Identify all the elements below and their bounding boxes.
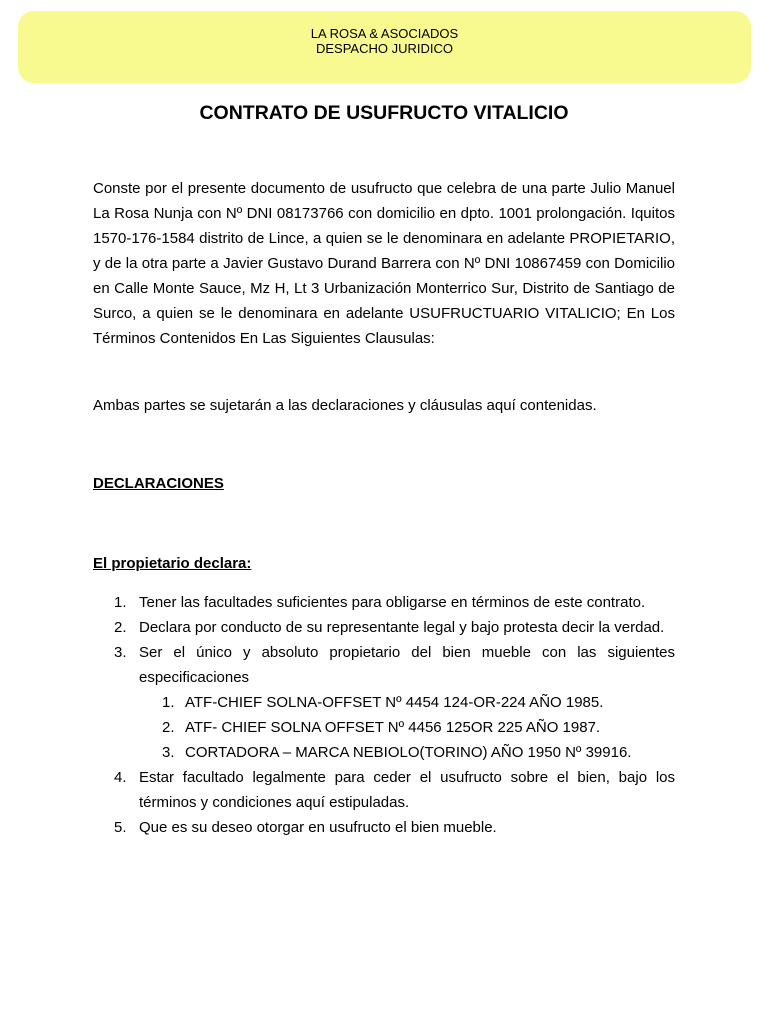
firm-subtitle: DESPACHO JURIDICO [316,41,453,56]
sublist-number: 2. [162,719,175,736]
letterhead [18,11,751,83]
list-item [93,590,675,615]
sublist-number: 3. [162,744,175,761]
sublist-item [139,740,675,765]
agreement-paragraph: Ambas partes se sujetarán a las declaraciones y cláusulas aquí contenidas. [93,397,597,414]
sublist-item [139,715,675,740]
list-number: 1. [114,594,127,611]
subsection-heading-propietario: El propietario declara: [93,555,252,572]
firm-name: LA ROSA & ASOCIADOS [310,26,459,41]
sublist-item [139,690,675,715]
list-number: 5. [114,819,127,836]
specifications-list [139,690,675,765]
section-heading-declaraciones: DECLARACIONES [93,475,224,492]
list-item [93,815,675,840]
list-item [93,615,675,640]
intro-paragraph: Conste por el presente documento de usufructo que celebra de una parte Julio Manuel La Rosa Nunja con Nº DNI 08173766 con domicilio en dpto. 1001 prolongación. Iquitos 1570-176-1584 distrito de Lince, a quien se le denominara en adelante PROPIETARIO, y de la otra parte a Javier Gustavo Durand Barrera con Nº DNI 10867459 con Domicilio en Calle Monte Sauce, Mz H, Lt 3 Urbanización Monterrico Sur, Distrito de Santiago de Surco, a quien se le denominara en adelante USUFRUCTUARIO VITALICIO; En Los Términos Contenidos En Las Siguientes Clausulas: [93,180,675,347]
sublist-number: 1. [162,694,175,711]
list-item-text: Ser el único y absoluto propietario del bien mueble con las siguientes especificaciones [139,644,675,686]
sublist-item-text: CORTADORA – MARCA NEBIOLO(TORINO) AÑO 1950 Nº 39916. [185,744,632,761]
list-item-text: Tener las facultades suficientes para obligarse en términos de este contrato. [139,594,646,611]
list-item-text: Declara por conducto de su representante legal y bajo protesta decir la verdad. [139,619,665,636]
list-item [93,640,675,765]
list-number: 4. [114,769,127,786]
sublist-item-text: ATF- CHIEF SOLNA OFFSET Nº 4456 125OR 225 AÑO 1987. [185,719,601,736]
list-number: 3. [114,644,127,661]
list-item [93,765,675,815]
sublist-item-text: ATF-CHIEF SOLNA-OFFSET Nº 4454 124-OR-224 AÑO 1985. [185,694,604,711]
list-item-text: Estar facultado legalmente para ceder el usufructo sobre el bien, bajo los términos y condiciones aquí estipuladas. [139,769,675,811]
declarations-list [93,590,675,840]
list-number: 2. [114,619,127,636]
list-item-text: Que es su deseo otorgar en usufructo el bien mueble. [139,819,497,836]
document-title: CONTRATO DE USUFRUCTO VITALICIO [199,102,569,124]
